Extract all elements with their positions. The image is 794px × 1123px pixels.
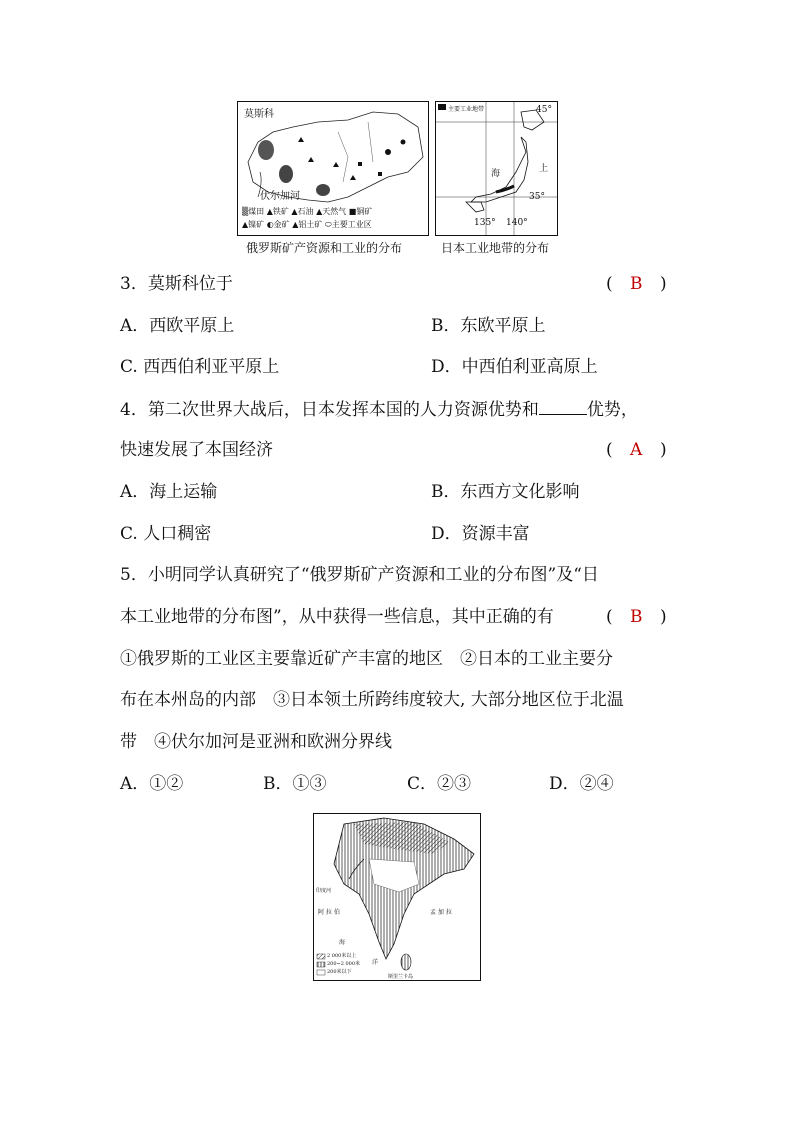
q3-option-c: C. 西西伯利亚平原上 <box>120 357 280 377</box>
q5-answer-paren-close: ) <box>660 607 667 627</box>
japan-legend: 主要工业地带 <box>448 106 485 113</box>
south-asia-legend-2: 200~2 000米 <box>327 961 361 967</box>
q5-option-b: B．①③ <box>263 774 327 794</box>
q4-stem-line1-b: 优势， <box>586 400 638 420</box>
q3-answer-paren-open: ( <box>606 274 613 294</box>
south-asia-sri-lanka: 斯里兰卡岛 <box>388 974 414 980</box>
japan-ocean-label: 上 <box>539 164 549 174</box>
q5-answer-paren-open: ( <box>606 607 613 627</box>
q3-option-a: A．西欧平原上 <box>120 316 235 336</box>
south-asia-ocean-char: 洋 <box>372 959 379 966</box>
q4-answer: A <box>630 440 643 460</box>
japan-lon135: 135° <box>474 218 496 228</box>
q3-option-d: D．中西伯利亚高原上 <box>431 357 598 377</box>
q4-option-c: C. 人口稠密 <box>120 524 212 544</box>
q4-stem-line1-a: 4．第二次世界大战后，日本发挥本国的人力资源优势和 <box>120 400 539 420</box>
q5-option-a: A．①② <box>120 774 184 794</box>
q5-stem-line1: 5．小明同学认真研究了“俄罗斯矿产资源和工业的分布图”及“日 <box>120 565 599 585</box>
q4-stem-line1 <box>120 398 638 421</box>
q5-option-c: C．②③ <box>407 774 472 794</box>
japan-map <box>435 101 558 236</box>
q5-statement-line2: 布在本州岛的内部 ③日本领土所跨纬度较大, 大部分地区位于北温 <box>120 690 624 710</box>
south-asia-river: 印度河 <box>316 888 332 894</box>
japan-map-caption: 日本工业地带的分布 <box>441 241 550 255</box>
q3-stem: 3．莫斯科位于 <box>120 274 233 294</box>
russia-map-caption: 俄罗斯矿产资源和工业的分布 <box>246 241 403 255</box>
q5-answer: B <box>630 607 643 627</box>
south-asia-legend-3: 200米以下 <box>327 969 352 975</box>
q5-option-d: D．②④ <box>549 774 614 794</box>
q5-statement-line1: ①俄罗斯的工业区主要靠近矿产丰富的地区 ②日本的工业主要分 <box>120 649 613 669</box>
q4-answer-paren-close: ) <box>660 440 667 460</box>
q3-option-b: B．东欧平原上 <box>431 316 546 336</box>
japan-lon140: 140° <box>506 218 528 228</box>
q4-option-a: A．海上运输 <box>120 482 218 502</box>
q3-answer-paren-close: ) <box>660 274 667 294</box>
q4-option-b: B．东西方文化影响 <box>431 482 580 502</box>
south-asia-bay: 孟 加 拉 <box>430 909 452 916</box>
south-asia-legend-1: 2 000米以上 <box>327 953 357 959</box>
russia-map <box>237 101 429 236</box>
south-asia-arabian-sea: 阿 拉 伯 <box>318 909 340 916</box>
russia-label-volga: 伏尔加河 <box>260 191 300 202</box>
q5-statement-line3: 带 ④伏尔加河是亚洲和欧洲分界线 <box>120 732 392 752</box>
q3-answer: B <box>630 274 643 294</box>
japan-lat35: 35° <box>529 192 545 202</box>
q5-stem-line2: 本工业地带的分布图”，从中获得一些信息，其中正确的有 <box>120 607 554 627</box>
q4-stem-line2: 快速发展了本国经济 <box>120 440 273 460</box>
south-asia-sea-char: 海 <box>339 939 346 946</box>
japan-lat45: 45° <box>536 105 552 115</box>
q4-option-d: D．资源丰富 <box>431 524 530 544</box>
q4-blank <box>539 398 587 415</box>
russia-legend-row1: ▒煤田 ▲铁矿 ▲石油 ▲天然气 ■铜矿 <box>242 207 373 216</box>
russia-label-moscow: 莫斯科 <box>244 109 274 120</box>
japan-sea-label: 海 <box>491 169 501 179</box>
south-asia-map <box>313 813 481 981</box>
russia-legend-row2: ▲镍矿 ◐金矿 ▲铝土矿 ⬭主要工业区 <box>242 220 372 229</box>
q4-answer-paren-open: ( <box>606 440 613 460</box>
